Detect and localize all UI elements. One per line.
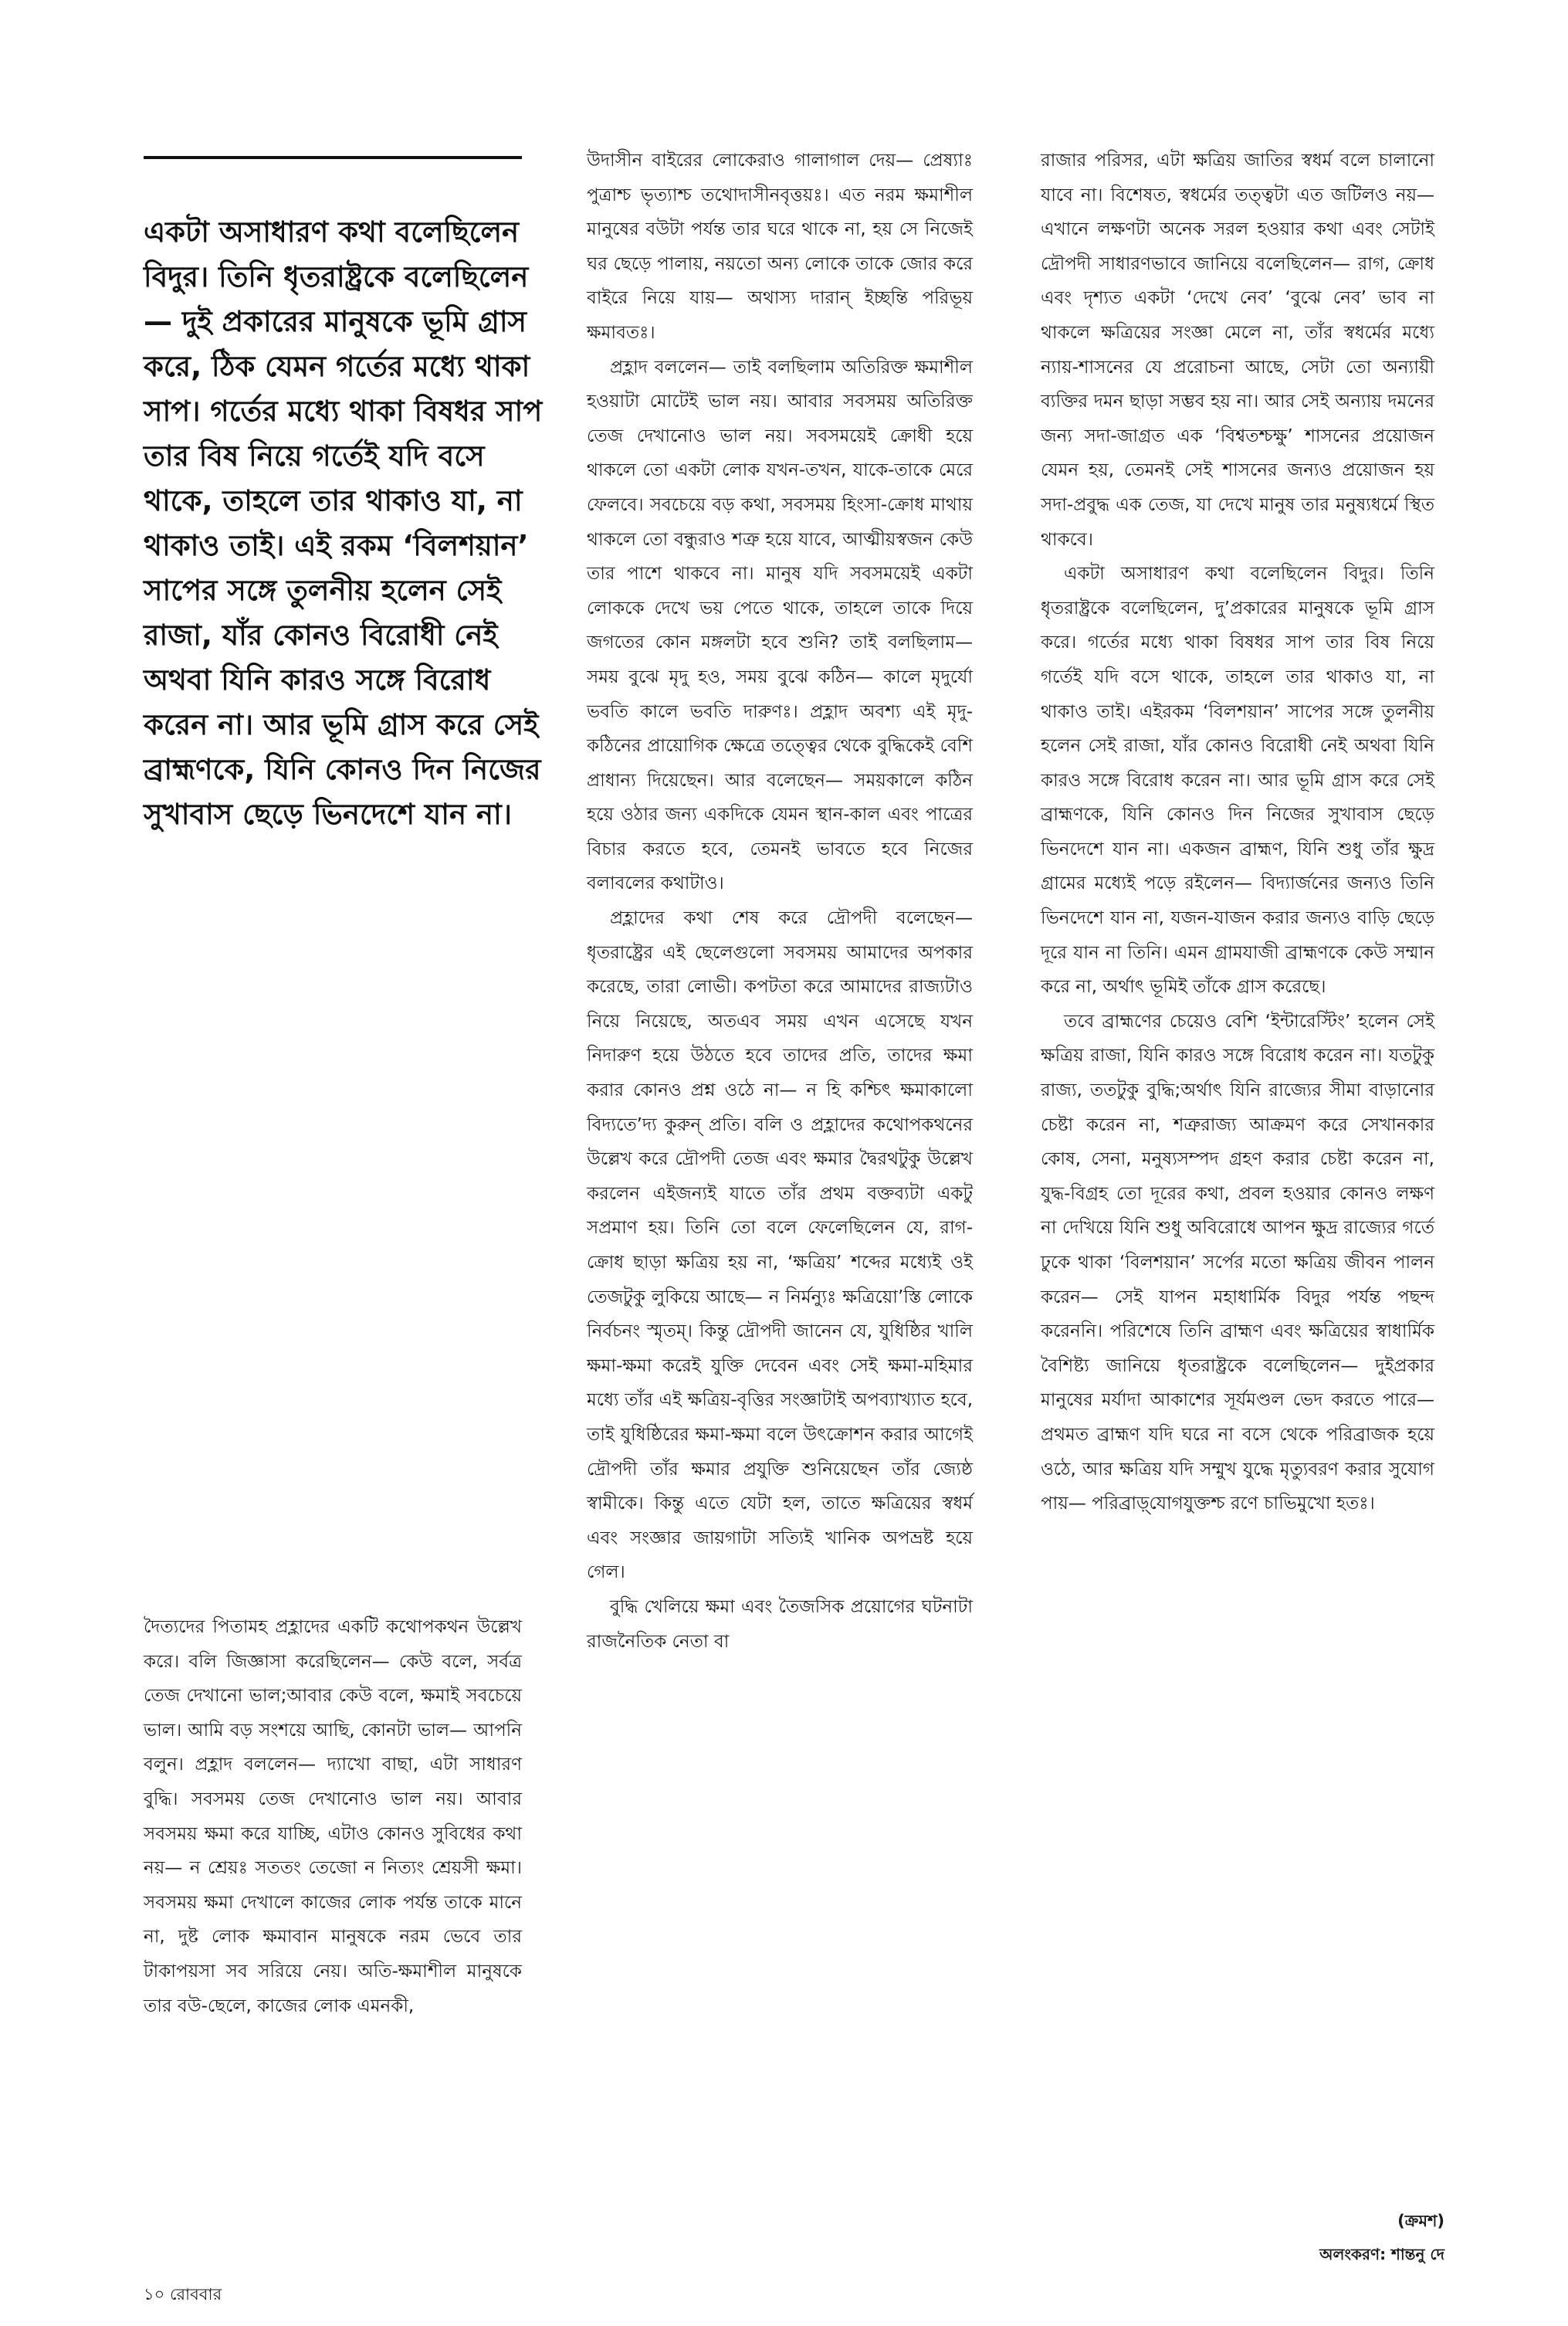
column-2-paragraph: প্রহ্লাদের কথা শেষ করে দ্রৌপদী বলেছেন— ধৃতরাষ্ট্রের এই ছেলেগুলো সবসময় আমাদের অপকার করেছে, তারা লোভী। কপটতা করে আমাদের রাজ্যটাও নিয়ে নিয়েছে, অতএব সময় এখন এসেছে যখন নিদারুণ হয়ে উঠতে হবে তাদের প্রতি, তাদের ক্ষমা করার কোনও প্রশ্ন ওঠে না— ন হি কশ্চিৎ ক্ষমাকালো বিদ্যতে’দ্য কুরুন্ প্রতি। বলি ও প্রহ্লাদের কথোপকথনের উল্লেখ করে দ্রৌপদী তেজ এবং ক্ষমার দ্বৈরথটুকু উল্লেখ করলেন এইজন্যই যাতে তাঁর প্রথম বক্তব্যটা একটু সপ্রমাণ হয়। তিনি তো বলে ফেলেছিলেন যে, রাগ-ক্রোধ ছাড়া ক্ষত্রিয় হয় না, ‘ক্ষত্রিয়’ শব্দের মধ্যেই ওই তেজটুকু লুকিয়ে আছে— ন নির্মন্যুঃ ক্ষত্রিয়ো’স্তি লোকে নির্বচনং স্মৃতম্। কিন্তু দ্রৌপদী জানেন যে, যুধিষ্ঠির খালি ক্ষমা-ক্ষমা করেই যুক্তি দেবেন এবং সেই ক্ষমা-মহিমার মধ্যে তাঁর এই ক্ষত্রিয়-বৃত্তির সংজ্ঞাটাই অপব্যাখ্যাত হবে, তাই যুধিষ্ঠিরের ক্ষমা-ক্ষমা বলে উৎক্রোশন করার আগেই দ্রৌপদী তাঁর ক্ষমার প্রযুক্তি শুনিয়েছেন তাঁর জ্যেষ্ঠ স্বামীকে। কিন্তু এতে যেটা হল, তাতে ক্ষত্রিয়ের স্বধর্ম এবং সংজ্ঞার জায়গাটা সত্যিই খানিক অপভ্রষ্ট হয়ে গেল। (587, 908, 973, 1583)
column-1-paragraph: দৈত্যদের পিতামহ প্রহ্লাদের একটি কথোপকথন উল্লেখ করে। বলি জিজ্ঞাসা করেছিলেন— কেউ বলে, সর্বত্র তেজ দেখানো ভাল;আবার কেউ বলে, ক্ষমাই সবচেয়ে ভাল। আমি বড় সংশয়ে আছি, কোনটা ভাল— আপনি বলুন। প্রহ্লাদ বললেন— দ্যাখো বাছা, এটা সাধারণ বুদ্ধি। সবসময় তেজ দেখানোও ভাল নয়। আবার সবসময় ক্ষমা করে যাচ্ছি, এটাও কোনও সুবিধের কথা নয়— ন শ্রেয়ঃ সততং তেজো ন নিত্যং শ্রেয়সী ক্ষমা। সবসময় ক্ষমা দেখালে কাজের লোক পর্যন্ত তাকে মানে না, দুষ্ট লোক ক্ষমাবান মানুষকে নরম ভেবে তার টাকাপয়সা সব সরিয়ে নেয়। অতি-ক্ষমাশীল মানুষকে তার বউ-ছেলে, কাজের লোক এমনকী, (144, 1617, 522, 2016)
column-2-paragraph: বুদ্ধি খেলিয়ে ক্ষমা এবং তৈজসিক প্রয়োগের ঘটনাটা রাজনৈতিক নেতা বা (587, 1596, 973, 1652)
column-3-paragraph: তবে ব্রাহ্মণের চেয়েও বেশি ‘ইন্টারেস্টিং’ হলেন সেই ক্ষত্রিয় রাজা, যিনি কারও সঙ্গে বিরোধ করেন না। যতটুকু রাজ্য, ততটুকু বুদ্ধি;অর্থাৎ যিনি রাজ্যের সীমা বাড়ানোর চেষ্টা করেন না, শত্রুরাজ্য আক্রমণ করে সেখানকার কোষ, সেনা, মনুষ্যসম্পদ গ্রহণ করার চেষ্টা করেন না, যুদ্ধ-বিগ্রহ তো দূরের কথা, প্রবল হওয়ার কোনও লক্ষণ না দেখিয়ে যিনি শুধু অবিরোধে আপন ক্ষুদ্র রাজ্যের গর্তে ঢুকে থাকা ‘বিলশয়ান’ সর্পের মতো ক্ষত্রিয় জীবন পালন করেন— সেই যাপন মহাধার্মিক বিদুর পর্যন্ত পছন্দ করেননি। পরিশেষে তিনি ব্রাহ্মণ এবং ক্ষত্রিয়ের স্বাধার্মিক বৈশিষ্ট্য জানিয়ে ধৃতরাষ্ট্রকে বলেছিলেন— দুইপ্রকার মানুষের মর্যাদা আকাশের সূর্যমণ্ডল ভেদ করতে পারে— প্রথমত ব্রাহ্মণ যদি ঘরে না বসে থেকে পরিব্রাজক হয়ে ওঠে, আর ক্ষত্রিয় যদি সম্মুখ যুদ্ধে মৃত্যুবরণ করার সুযোগ পায়— পরিব্রাড়্‌যোগযুক্তশ্চ রণে চাভিমুখো হতঃ। (1041, 1011, 1434, 1514)
continued-label: (ক্রমশ) (1397, 2212, 1444, 2230)
column-3-paragraph: একটা অসাধারণ কথা বলেছিলেন বিদুর। তিনি ধৃতরাষ্ট্রকে বলেছিলেন, দু’প্রকারের মানুষকে ভূমি গ্রাস করে। গর্তের মধ্যে থাকা বিষধর সাপ তার বিষ নিয়ে গর্তেই যদি বসে থাকে, তাহলে তার থাকাও যা, না থাকাও তাই। এইরকম ‘বিলশয়ান’ সাপের সঙ্গে তুলনীয় হলেন সেই রাজা, যাঁর কোনও বিরোধী নেই অথবা যিনি কারও সঙ্গে বিরোধ করেন না। আর ভূমি গ্রাস করে সেই ব্রাহ্মণকে, যিনি কোনও দিন নিজের সুখাবাস ছেড়ে ভিনদেশে যান না। একজন ব্রাহ্মণ, যিনি শুধু তাঁর ক্ষুদ্র গ্রামের মধ্যেই পড়ে রইলেন— বিদ্যার্জনের জন্যও তিনি ভিনদেশে যান না, যজন-যাজন করার জন্যও বাড়ি ছেড়ে দূরে যান না তিনি। এমন গ্রামযাজী ব্রাহ্মণকে কেউ সম্মান করে না, অর্থাৎ ভূমিই তাঁকে গ্রাস করেছে। (1041, 564, 1434, 998)
column-2-paragraph: প্রহ্লাদ বললেন— তাই বলছিলাম অতিরিক্ত ক্ষমাশীল হওয়াটা মোটেই ভাল নয়। আবার সবসময় অতিরিক্ত তেজ দেখানোও ভাল নয়। সবসময়েই ক্রোধী হয়ে থাকলে তো একটা লোক যখন-তখন, যাকে-তাকে মেরে ফেলবে। সবচেয়ে বড় কথা, সবসময় হিংসা-ক্রোধ মাথায় থাকলে তো বন্ধুরাও শত্রু হয়ে যাবে, আত্মীয়স্বজন কেউ তার পাশে থাকবে না। মানুষ যদি সবসময়েই একটা লোককে দেখে ভয় পেতে থাকে, তাহলে তাকে দিয়ে জগতের কোন মঙ্গলটা হবে শুনি? তাই বলছিলাম— সময় বুঝে মৃদু হও, সময় বুঝে কঠিন— কালে মৃদুর্যো ভবতি কালে ভবতি দারুণঃ। প্রহ্লাদ অবশ্য এই মৃদু-কঠিনের প্রায়োগিক ক্ষেত্রে তত্ত্বের থেকে বুদ্ধিকেই বেশি প্রাধান্য দিয়েছেন। আর বলেছেন— সময়কালে কঠিন হয়ে ওঠার জন্য একদিকে যেমন স্থান-কাল এবং পাত্রের বিচার করতে হবে, তেমনই ভাবতে হবে নিজের বলাবলের কথাটাও। (587, 357, 973, 894)
illustration-credit: অলংকরণ: শান্তনু দে (1319, 2245, 1444, 2263)
column-3 (1041, 144, 1434, 1521)
column-2 (587, 144, 973, 1659)
pullquote-rule (144, 156, 522, 159)
pull-quote: একটা অসাধারণ কথা বলেছিলেন বিদুর। তিনি ধৃতরাষ্ট্রকে বলেছিলেন— দুই প্রকারের মানুষকে ভূমি গ্রাস করে, ঠিক যেমন গর্তের মধ্যে থাকা সাপ। গর্তের মধ্যে থাকা বিষধর সাপ তার বিষ নিয়ে গর্তেই যদি বসে থাকে, তাহলে তার থাকাও যা, না থাকাও তাই। এই রকম ‘বিলশয়ান’ সাপের সঙ্গে তুলনীয় হলেন সেই রাজা, যাঁর কোনও বিরোধী নেই অথবা যিনি কারও সঙ্গে বিরোধ করেন না। আর ভূমি গ্রাস করে সেই ব্রাহ্মণকে, যিনি কোনও দিন নিজের সুখাবাস ছেড়ে ভিনদেশে যান না। (144, 215, 543, 831)
page-footer: ১০ রোববার (144, 2285, 222, 2304)
column-3-paragraph: রাজার পরিসর, এটা ক্ষত্রিয় জাতির স্বধর্ম বলে চালানো যাবে না। বিশেষত, স্বধর্মের তত্ত্বটা এত জটিলও নয়— এখানে লক্ষণটা অনেক সরল হওয়ার কথা এবং সেটাই দ্রৌপদী সাধারণভাবে জানিয়ে বলেছিলেন— রাগ, ক্রোধ এবং দৃশ্যত একটা ‘দেখে নেব’ ‘বুঝে নেব’ ভাব না থাকলে ক্ষত্রিয়ের সংজ্ঞা মেলে না, তাঁর স্বধর্মের মধ্যে ন্যায়-শাসনের যে প্ররোচনা আছে, সেটা তো অন্যায়ী ব্যক্তির দমন ছাড়া সম্ভব হয় না। আর সেই অন্যায় দমনের জন্য সদা-জাগ্রত এক ‘বিশ্বতশ্চক্ষু’ শাসনের প্রয়োজন যেমন হয়, তেমনই সেই শাসনের জন্যও প্রয়োজন হয় সদা-প্রবুদ্ধ এক তেজ, যা দেখে মানুষ তার মনুষ্যধর্মে স্থিত থাকবে। (1041, 151, 1434, 550)
column-2-paragraph: উদাসীন বাইরের লোকেরাও গালাগাল দেয়— প্রেষ্যাঃ পুত্রাশ্চ ভৃত্যাশ্চ তথোদাসীনবৃত্তয়ঃ। এত নরম ক্ষমাশীল মানুষের বউটা পর্যন্ত তার ঘরে থাকে না, হয় সে নিজেই ঘর ছেড়ে পালায়, নয়তো অন্য লোকে তাকে জোর করে বাইরে নিয়ে যায়— অথাস্য দারান্ ইচ্ছন্তি পরিভূয় ক্ষমাবতঃ। (587, 151, 973, 343)
column-1 (144, 1610, 522, 2023)
